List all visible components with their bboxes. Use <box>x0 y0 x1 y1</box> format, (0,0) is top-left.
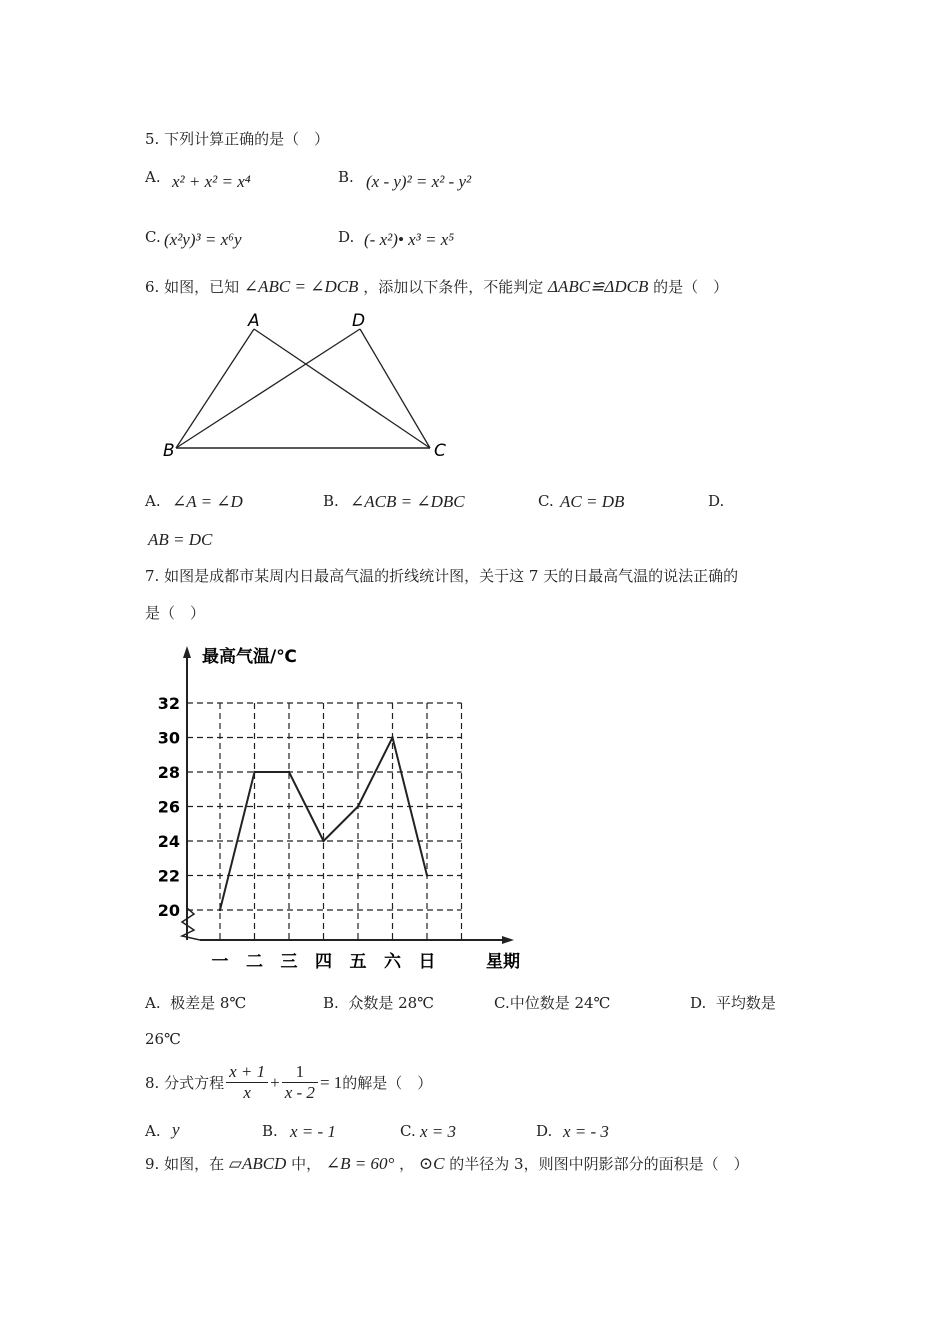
q6-option-d-expr: AB = DC <box>148 530 213 549</box>
q8-option-d-expr: x = - 3 <box>563 1122 609 1141</box>
q9-stem-math2: ∠B = 60° <box>325 1154 395 1173</box>
data-point <box>357 805 359 807</box>
q7-option-c <box>494 992 610 1013</box>
y-axis-label: 最高气温/℃ <box>202 647 297 667</box>
y-tick-label: 22 <box>157 866 180 886</box>
y-tick-label: 26 <box>157 797 180 817</box>
q8-stem <box>145 1062 432 1103</box>
q7-option-d-label: D. <box>690 994 707 1012</box>
q7-option-a-text: 极差是 8℃ <box>170 994 247 1012</box>
q8-plus: + <box>270 1072 280 1092</box>
q7-option-d-text: 平均数是 <box>715 994 776 1012</box>
q8-option-d-label: D. <box>536 1122 553 1140</box>
q7-option-c-text: 中位数是 24℃ <box>509 994 611 1012</box>
q9-stem-suffix: 的半径为 3，则图中阴影部分的面积是（ ） <box>449 1155 749 1173</box>
q9-stem-prefix: 9. 如图，在 <box>145 1155 225 1173</box>
segment-ba <box>176 329 254 448</box>
q8-fraction-1 <box>226 1062 268 1103</box>
data-point <box>253 771 255 773</box>
q7-option-b <box>323 992 434 1013</box>
q5-option-d-label: D. <box>338 228 355 246</box>
q6-stem-mid: ，添加以下条件，不能判定 <box>363 278 544 296</box>
q6-option-a-expr: ∠A = ∠D <box>172 492 243 511</box>
q6-stem-math1: ∠ABC = ∠DCB <box>243 277 359 296</box>
q7-stem-line1: 7. 如图是成都市某周内日最高气温的折线统计图，关于这 7 天的日最高气温的说法正确的 <box>145 567 739 585</box>
q9-stem <box>145 1153 749 1174</box>
q8-option-a-expr: y <box>172 1120 180 1139</box>
y-tick-label: 24 <box>157 832 180 851</box>
q8-stem-suffix: 的解是（ ） <box>342 1074 433 1092</box>
label-d: D <box>352 311 366 331</box>
q9-stem-math1: ▱ABCD <box>228 1154 287 1173</box>
q6-option-a-label: A. <box>145 492 161 510</box>
q7-option-b-text: 众数是 28℃ <box>348 994 434 1012</box>
q6-option-c-expr: AC = DB <box>560 492 625 511</box>
q5-option-b-label: B. <box>338 168 354 186</box>
q9-stem-mid2: ， <box>399 1155 415 1173</box>
q7-option-c-label: C. <box>494 994 510 1012</box>
q8-fraction-2-den: x - 2 <box>284 1083 315 1102</box>
q7-option-d <box>690 992 776 1013</box>
x-tick-label: 五 <box>349 952 367 972</box>
q8-fraction-1-num: x + 1 <box>226 1062 268 1083</box>
x-tick-label: 日 <box>418 952 436 972</box>
x-tick-label: 二 <box>246 952 263 972</box>
x-tick-label: 四 <box>315 952 332 972</box>
segment-dc <box>360 329 430 448</box>
label-b: B <box>163 441 175 461</box>
data-point <box>288 771 290 773</box>
x-tick-label: 三 <box>280 952 298 972</box>
q8-stem-prefix: 8. 分式方程 <box>145 1074 225 1092</box>
q5-option-c-label: C. <box>145 228 161 246</box>
q5-stem: 5. 下列计算正确的是（ ） <box>145 130 330 148</box>
temperature-line-chart <box>150 640 540 980</box>
q8-fraction-1-den: x <box>243 1083 251 1102</box>
data-point <box>426 874 428 876</box>
y-tick-label: 20 <box>157 901 180 920</box>
q7-option-d-cont: 26℃ <box>145 1030 181 1048</box>
x-tick-label: 一 <box>211 952 229 972</box>
q5-option-d-expr: (- x²)• x³ = x⁵ <box>364 230 455 249</box>
x-axis-label: 星期 <box>486 952 520 972</box>
q5-option-c-expr: (x²y)³ = x⁶y <box>164 230 242 249</box>
q8-option-b-expr: x = - 1 <box>290 1122 336 1141</box>
data-point <box>391 736 393 738</box>
segment-ac <box>254 329 430 448</box>
q5-option-b-expr: (x - y)² = x² - y² <box>366 172 472 191</box>
x-axis-arrow <box>502 936 514 944</box>
y-tick-label: 30 <box>157 728 180 748</box>
q9-stem-math3: ⊙C <box>418 1154 445 1173</box>
x-tick-label: 六 <box>384 952 401 972</box>
y-tick-label: 28 <box>157 763 180 782</box>
q5-option-a-expr: x² + x² = x⁴ <box>172 172 251 191</box>
q6-stem-math2: ΔABC≌ΔDCB <box>548 277 649 296</box>
q7-option-a <box>145 992 246 1013</box>
q6-option-b-label: B. <box>323 492 339 510</box>
q7-option-b-label: B. <box>323 994 339 1012</box>
q6-stem-prefix: 6. 如图，已知 <box>145 278 240 296</box>
axis-break-icon <box>182 908 200 940</box>
label-a: A <box>248 311 260 331</box>
q6-stem-suffix: 的是（ ） <box>653 278 729 296</box>
q8-option-c-expr: x = 3 <box>420 1122 457 1141</box>
q6-option-c-label: C. <box>538 492 554 510</box>
data-point <box>322 840 324 842</box>
y-axis-arrow <box>183 646 191 658</box>
q8-option-a-label: A. <box>145 1122 161 1140</box>
q6-triangle-figure <box>150 305 460 465</box>
y-tick-label: 32 <box>157 694 180 713</box>
q7-stem-line2: 是（ ） <box>145 604 206 622</box>
q6-stem <box>145 276 728 297</box>
q8-fraction-2-num: 1 <box>282 1062 318 1083</box>
q8-equals: = 1 <box>319 1072 343 1092</box>
data-point <box>219 909 221 911</box>
label-c: C <box>434 441 446 461</box>
q5-option-a-label: A. <box>145 168 161 186</box>
q7-option-a-label: A. <box>145 994 161 1012</box>
q8-fraction-2 <box>282 1062 318 1103</box>
segment-bd <box>176 329 360 448</box>
q6-option-b-expr: ∠ACB = ∠DBC <box>350 492 465 511</box>
q8-option-c-label: C. <box>400 1122 416 1140</box>
q8-option-b-label: B. <box>262 1122 278 1140</box>
q9-stem-mid1: 中， <box>291 1155 322 1173</box>
q6-option-d-label: D. <box>708 492 725 510</box>
